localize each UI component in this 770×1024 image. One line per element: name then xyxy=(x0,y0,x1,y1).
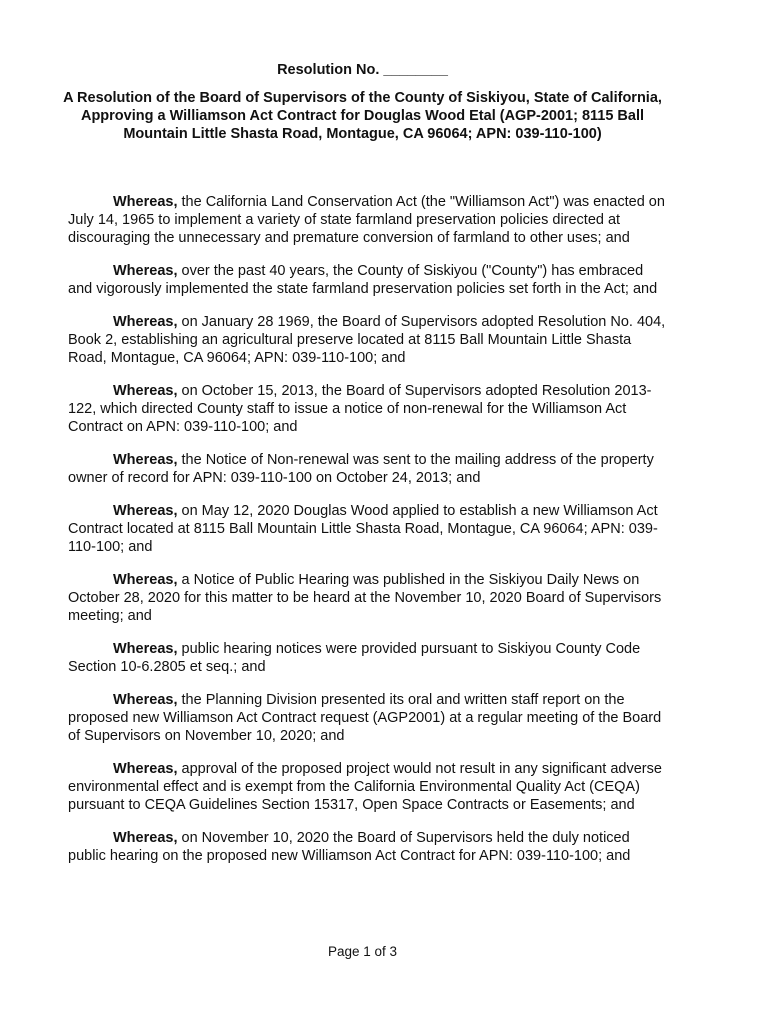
whereas-paragraph: Whereas, a Notice of Public Hearing was published in the Siskiyou Daily News on October 28, 2020 for this matter to be heard at the November 10, 2020 Board of Supervisors meeting; and xyxy=(68,572,662,624)
whereas-paragraph: Whereas, the Notice of Non-renewal was sent to the mailing address of the property owner of record for APN: 039-110-100 on October 24, 2013; and xyxy=(68,452,654,486)
whereas-paragraph: Whereas, over the past 40 years, the County of Siskiyou ("County") has embraced and vigorously implemented the state farmland preservation policies set forth in the Act; and xyxy=(68,263,658,297)
resolution-number: Resolution No. ________ xyxy=(277,62,448,78)
page-number-footer: Page 1 of 3 xyxy=(327,944,398,959)
whereas-paragraph: Whereas, the Planning Division presented its oral and written staff report on the proposed new Williamson Act Contract request (AGP2001) at a regular meeting of the Board of Supervisors on November 10, 2020; and xyxy=(68,692,662,744)
whereas-paragraph: Whereas, on January 28 1969, the Board of Supervisors adopted Resolution No. 404, Book 2, establishing an agricultural preserve located at 8115 Ball Mountain Little Shasta Road, Montague, CA 96064; APN: 039-110-100; and xyxy=(68,314,666,366)
resolution-title: A Resolution of the Board of Supervisors of the County of Siskiyou, State of California, Approving a Williamson Act Contract for Douglas Wood Etal (AGP-2001; 8115 Ball Mountain Little Shasta Road, Montague, CA 96064; APN: 039-110-100) xyxy=(63,90,662,142)
whereas-paragraph: Whereas, public hearing notices were provided pursuant to Siskiyou County Code Section 10-6.2805 et seq.; and xyxy=(68,641,641,675)
whereas-paragraph: Whereas, on October 15, 2013, the Board of Supervisors adopted Resolution 2013-122, which directed County staff to issue a notice of non-renewal for the Williamson Act Contract on APN: 039-110-100; and xyxy=(68,383,652,435)
document-body xyxy=(68,193,668,880)
whereas-paragraph: Whereas, on November 10, 2020 the Board of Supervisors held the duly noticed public hearing on the proposed new Williamson Act Contract for APN: 039-110-100; and xyxy=(68,830,631,864)
whereas-paragraph: Whereas, the California Land Conservation Act (the "Williamson Act") was enacted on July 14, 1965 to implement a variety of state farmland preservation policies directed at discouraging the unnecessary and premature conversion of farmland to other uses; and xyxy=(68,194,665,246)
whereas-paragraph: Whereas, on May 12, 2020 Douglas Wood applied to establish a new Williamson Act Contract located at 8115 Ball Mountain Little Shasta Road, Montague, CA 96064; APN: 039-110-100; and xyxy=(68,503,658,555)
whereas-paragraph: Whereas, approval of the proposed project would not result in any significant adverse environmental effect and is exempt from the California Environmental Quality Act (CEQA) pursuant to CEQA Guidelines Section 15317, Open Space Contracts or Easements; and xyxy=(68,761,662,813)
